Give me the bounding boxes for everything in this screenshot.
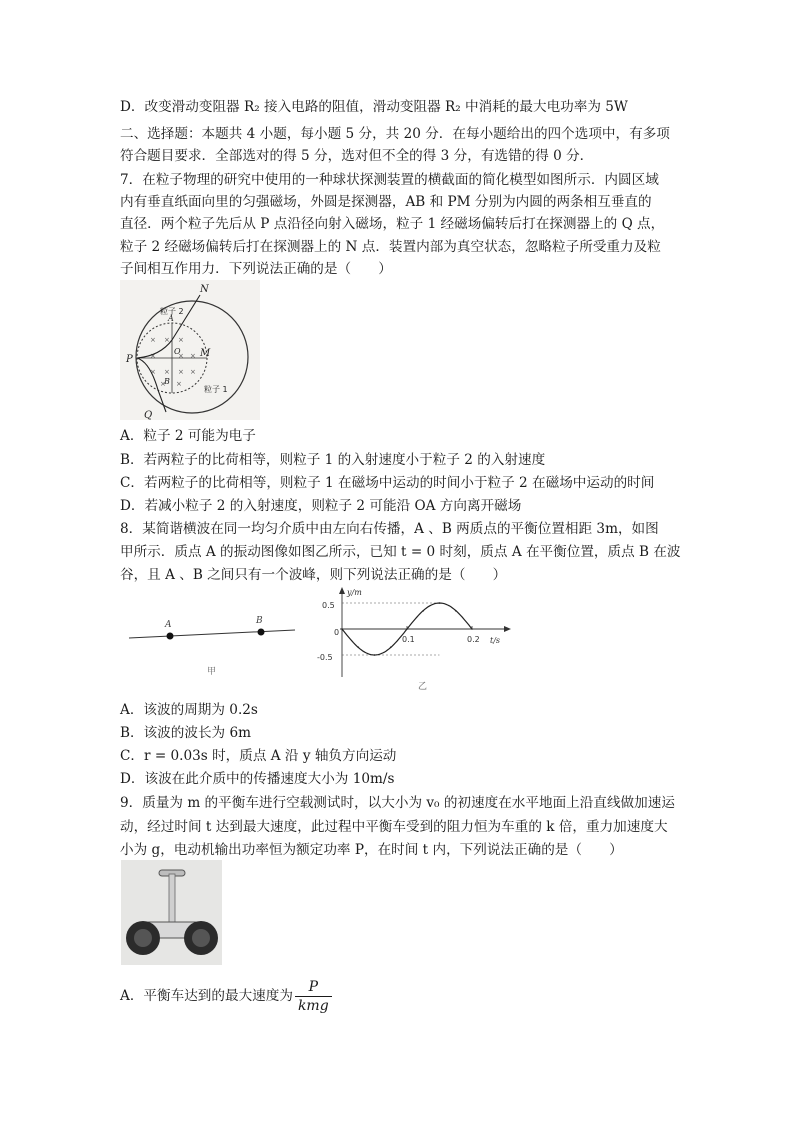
label-a: A [168,314,174,323]
fraction-denominator: kmg [295,996,332,1015]
svg-text:×: × [160,380,166,388]
y-tick-top: 0.5 [322,601,335,610]
q8-figure-jia [125,600,300,680]
y-tick-bottom: -0.5 [317,653,333,662]
point-b-dot [258,629,265,636]
svg-text:×: × [176,380,182,388]
y-axis-arrow [339,587,345,594]
svg-text:×: × [190,368,196,376]
q8-option-d: D．该波在此介质中的传播速度大小为 10m/s [120,771,395,787]
label-particle-2: 粒子 2 [160,307,184,316]
data-point [390,646,392,648]
x-tick-0.2: 0.2 [467,635,480,644]
label-m: M [200,348,211,359]
data-point [341,628,343,630]
label-point-a: A [165,620,172,630]
steering-column [169,874,175,926]
svg-text:×: × [164,368,170,376]
label-q: Q [144,410,153,420]
t-axis-arrow [504,626,511,632]
medium-line [129,630,295,638]
svg-text:×: × [178,352,184,360]
q9-stem-line1: 9．质量为 m 的平衡车进行空载测试时，以大小为 v₀ 的初速度在水平地面上沿直线做加速运 [120,795,675,811]
q7-stem-line5: 子间相互作用力．下列说法正确的是（ ） [120,261,392,277]
t-axis-label: t/s [490,636,501,645]
q8-stem-line1: 8．某简谐横波在同一均匀介质中由左向右传播，A 、B 两质点的平衡位置相距 3m，如图 [120,521,659,537]
q7-stem-line2: 内有垂直纸面向里的匀强磁场，外圆是探测器，AB 和 PM 分别为内圆的两条相互垂直的 [120,194,652,210]
q7-stem-line3: 直径．两个粒子先后从 P 点沿径向射入磁场，粒子 1 经磁场偏转后打在探测器上的 Q 点， [120,216,665,232]
q8-stem-line2: 甲所示．质点 A 的振动图像如图乙所示，已知 t = 0 时刻，质点 A 在平衡位置，质点 B 在波 [120,544,681,560]
svg-text:×: × [150,368,156,376]
y-axis-label: y/m [347,588,362,597]
q7-stem-line4: 粒子 2 经磁场偏转后打在探测器上的 N 点．装置内部为真空状态，忽略粒子所受重力及粒 [120,239,661,255]
max-speed-fraction [295,978,332,1015]
svg-text:×: × [178,336,184,344]
data-point [422,610,424,612]
label-n: N [200,284,209,295]
q8-option-c: C．r = 0.03s 时，质点 A 沿 y 轴负方向运动 [120,748,397,764]
q8-option-b: B．该波的波长为 6m [120,725,252,741]
q8-figure-yi-chart [312,585,517,693]
svg-text:×: × [178,368,184,376]
point-a-dot [167,633,174,640]
q7-detector-figure [120,280,260,420]
q9-option-a-text: A．平衡车达到的最大速度为 [120,988,293,1004]
caption-jia: 甲 [207,667,217,677]
label-particle-1: 粒子 1 [204,385,228,394]
balance-scooter-photo [121,860,222,965]
data-point [357,646,359,648]
q7-stem-line1: 7．在粒子物理的研究中使用的一种球状探测装置的横截面的简化模型如图所示．内圆区域 [120,172,659,188]
data-point [374,654,376,656]
q9-option-a [120,978,680,1015]
origin-label: 0 [334,628,340,637]
q8-option-a: A．该波的周期为 0.2s [120,702,258,718]
label-o: O [174,347,181,356]
label-b: B [164,377,170,386]
data-point [439,602,441,604]
q7-option-b: B．若两粒子的比荷相等，则粒子 1 的入射速度小于粒子 2 的入射速度 [120,452,546,468]
q7-option-c: C．若两粒子的比荷相等，则粒子 1 在磁场中运动的时间小于粒子 2 在磁场中运动的时间 [120,475,655,491]
fraction-numerator: P [308,979,319,995]
section-instructions: 符合题目要求．全部选对的得 5 分，选对但不全的得 3 分，有选错的得 0 分． [120,148,594,164]
svg-text:×: × [164,336,170,344]
svg-text:×: × [150,336,156,344]
svg-text:×: × [190,352,196,360]
section-heading: 二、选择题：本题共 4 小题，每小题 5 分，共 20 分．在每小题给出的四个选项中，有多项 [120,126,670,142]
q9-stem-line2: 动，经过时间 t 达到最大速度，此过程中平衡车受到的阻力恒为车重的 k 倍，重力加速度大 [120,819,668,835]
label-p: P [126,354,133,365]
caption-yi: 乙 [418,682,428,692]
q7-option-a: A．粒子 2 可能为电子 [120,428,256,444]
svg-text:×: × [150,352,156,360]
label-point-b: B [256,616,263,626]
q6-option-d: D．改变滑动变阻器 R₂ 接入电路的阻值，滑动变阻器 R₂ 中消耗的最大电功率为 5W [120,99,628,115]
q7-option-d: D．若减小粒子 2 的入射速度，则粒子 2 可能沿 OA 方向离开磁场 [120,498,522,514]
q9-stem-line3: 小为 g，电动机输出功率恒为额定功率 P，在时间 t 内，下列说法正确的是（ ） [120,842,623,858]
q8-stem-line3: 谷，且 A 、B 之间只有一个波峰，则下列说法正确的是（ ） [120,567,507,583]
data-point [455,610,457,612]
x-tick-0.1: 0.1 [402,635,415,644]
